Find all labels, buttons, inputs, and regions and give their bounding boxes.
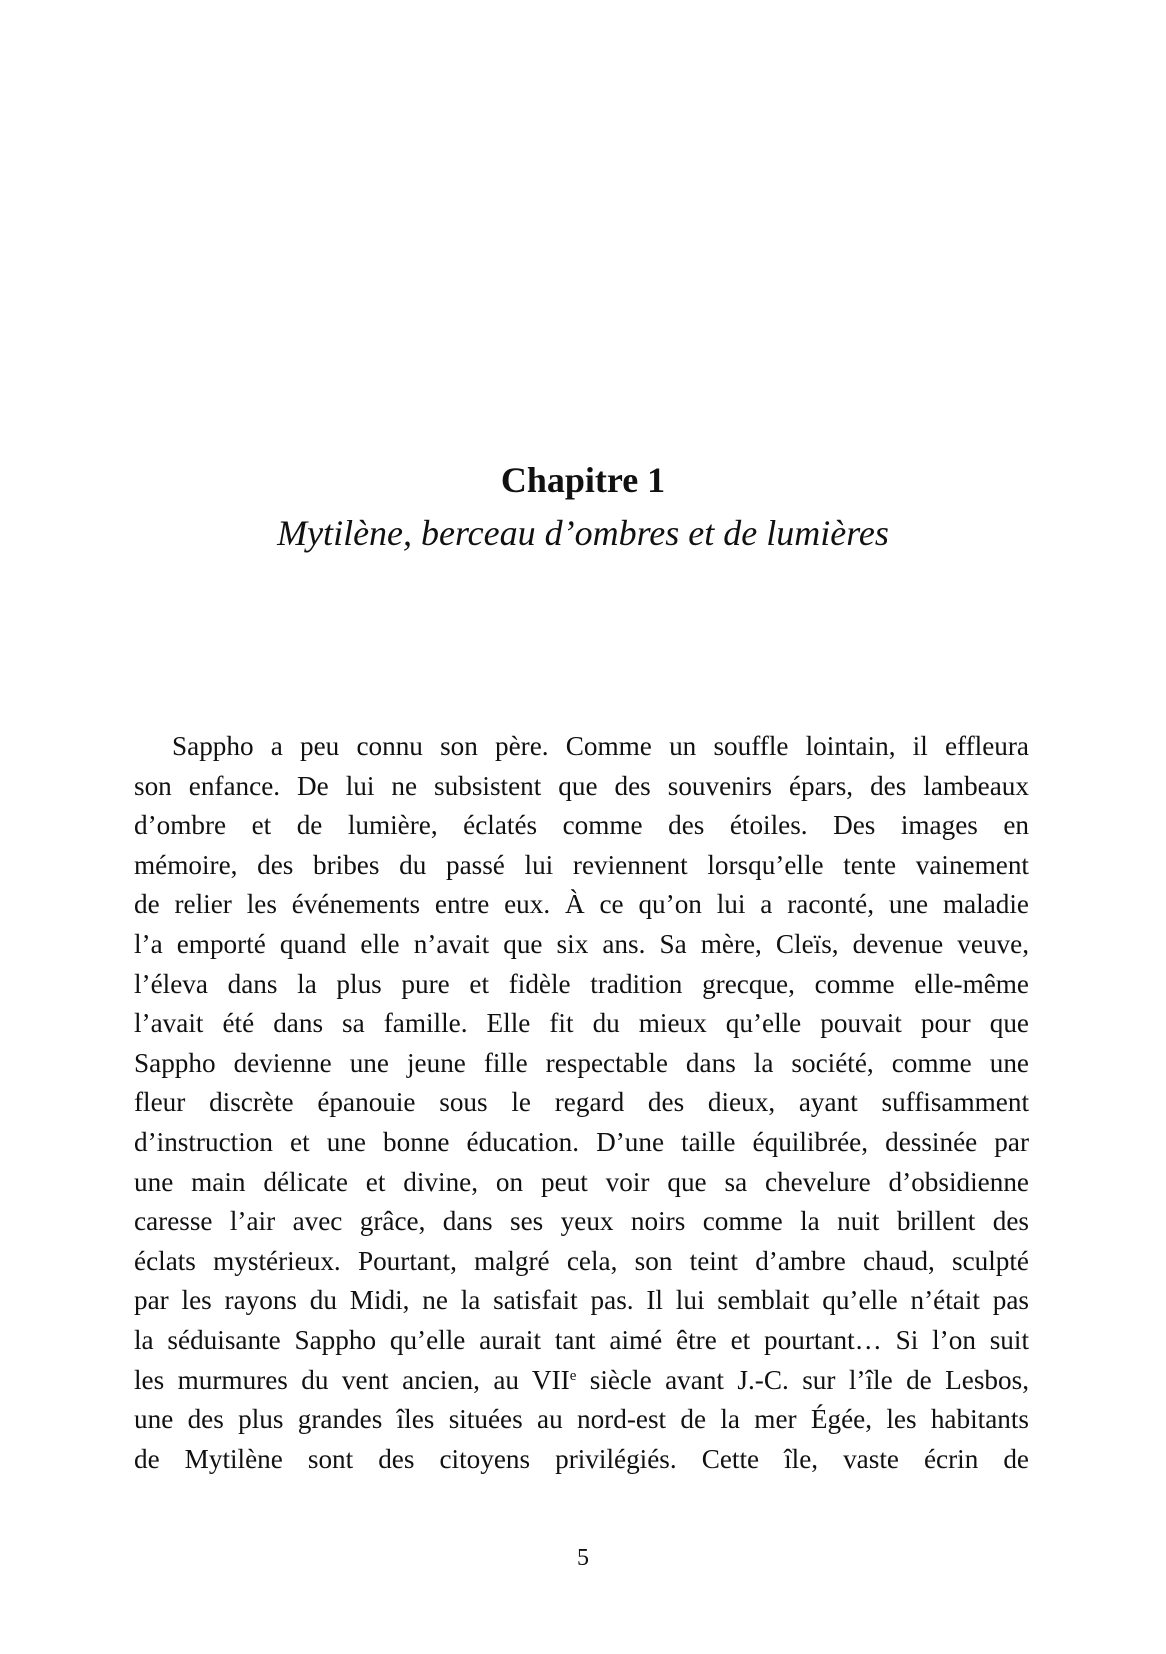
text-line: la séduisante Sappho qu’elle aurait tant aimé être et pourtant… Si l’on suit <box>134 1324 1029 1355</box>
text-line: Sappho devienne une jeune fille respectable dans la société, comme une <box>134 1047 1029 1078</box>
text-line: une des plus grandes îles situées au nord-est de la mer Égée, les habitants <box>134 1404 1029 1435</box>
text-line <box>134 1361 1029 1401</box>
text-segment: les murmures du vent ancien, au VII <box>134 1364 570 1395</box>
text-segment: siècle avant J.-C. sur l’île de Lesbos, <box>576 1364 1029 1395</box>
chapter-number: Chapitre 1 <box>500 460 666 500</box>
century-superscript: e <box>569 1367 577 1384</box>
text-line: une main délicate et divine, on peut voir que sa chevelure d’obsidienne <box>134 1166 1029 1197</box>
text-line: caresse l’air avec grâce, dans ses yeux noirs comme la nuit brillent des <box>134 1206 1029 1237</box>
chapter-subtitle: Mytilène, berceau d’ombres et de lumières <box>277 513 889 553</box>
text-line: par les rayons du Midi, ne la satisfait pas. Il lui semblait qu’elle n’était pas <box>134 1285 1029 1316</box>
text-line: fleur discrète épanouie sous le regard des dieux, ayant suffisamment <box>134 1087 1029 1118</box>
text-line: d’instruction et une bonne éducation. D’une taille équilibrée, dessinée par <box>134 1126 1029 1157</box>
text-line: de Mytilène sont des citoyens privilégiés. Cette île, vaste écrin de <box>134 1443 1029 1474</box>
text-line: mémoire, des bribes du passé lui reviennent lorsqu’elle tente vainement <box>134 849 1029 880</box>
page-number: 5 <box>577 1545 589 1571</box>
text-line: son enfance. De lui ne subsistent que des souvenirs épars, des lambeaux <box>134 770 1029 801</box>
text-line: l’a emporté quand elle n’avait que six ans. Sa mère, Cleïs, devenue veuve, <box>134 928 1029 959</box>
text-line: l’avait été dans sa famille. Elle fit du mieux qu’elle pouvait pour que <box>134 1008 1029 1039</box>
text-line: l’éleva dans la plus pure et fidèle tradition grecque, comme elle-même <box>134 968 1029 999</box>
text-line: d’ombre et de lumière, éclatés comme des étoiles. Des images en <box>134 810 1029 841</box>
text-line: éclats mystérieux. Pourtant, malgré cela, son teint d’ambre chaud, sculpté <box>134 1245 1029 1276</box>
text-line: Sappho a peu connu son père. Comme un souffle lointain, il effleura <box>172 731 1029 761</box>
body-paragraph <box>134 727 1029 1479</box>
text-line: de relier les événements entre eux. À ce qu’on lui a raconté, une maladie <box>134 889 1029 920</box>
